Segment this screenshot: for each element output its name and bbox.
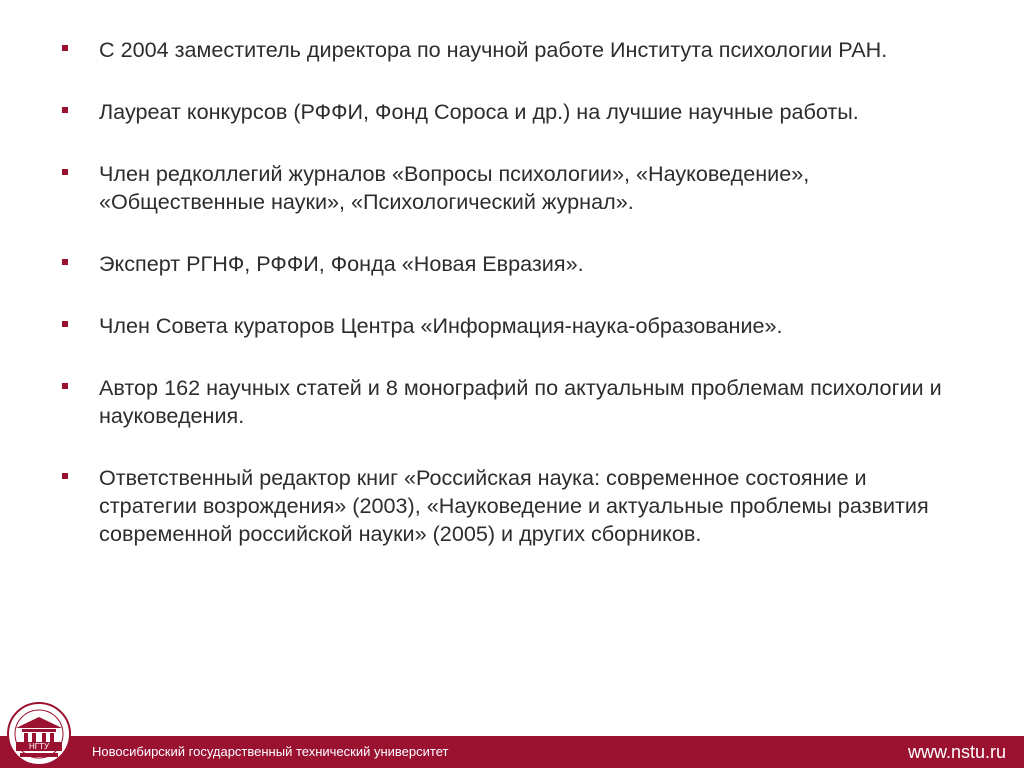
bullet-item <box>60 98 960 126</box>
bullet-text: Член редколлегий журналов «Вопросы психологии», «Науковедение», «Общественные науки», «Психологический журнал». <box>99 161 810 214</box>
bullet-item <box>60 250 960 278</box>
footer-bar <box>0 736 1024 768</box>
bullet-item <box>60 374 960 430</box>
bullet-item <box>60 464 960 548</box>
bullet-text: С 2004 заместитель директора по научной работе Института психологии РАН. <box>99 37 888 62</box>
footer-website-link[interactable]: www.nstu.ru <box>907 742 1006 762</box>
logo-text: НГТУ <box>28 742 50 751</box>
bullet-text: Член Совета кураторов Центра «Информация-наука-образование». <box>99 313 783 338</box>
bullet-marker-icon <box>62 45 68 51</box>
bullet-marker-icon <box>62 169 68 175</box>
bullet-text: Ответственный редактор книг «Российская наука: современное состояние и стратегии возрождения» (2003), «Науковедение и актуальные проблемы развития современной российской науки» (2005) и других сборников. <box>99 465 929 546</box>
footer-university-name: Новосибирский государственный технический университет <box>92 744 449 759</box>
bullet-text: Автор 162 научных статей и 8 монографий по актуальным проблемам психологии и науковедения. <box>99 375 942 428</box>
bullet-text: Лауреат конкурсов (РФФИ, Фонд Сороса и др.) на лучшие научные работы. <box>99 99 859 124</box>
bullet-item <box>60 312 960 340</box>
bullet-marker-icon <box>62 383 68 389</box>
bullet-text: Эксперт РГНФ, РФФИ, Фонда «Новая Евразия». <box>99 251 584 276</box>
university-seal-icon <box>2 700 76 768</box>
bullet-marker-icon <box>62 259 68 265</box>
bullet-list <box>60 36 960 582</box>
bullet-item <box>60 36 960 64</box>
bullet-marker-icon <box>62 473 68 479</box>
bullet-marker-icon <box>62 107 68 113</box>
bullet-item <box>60 160 960 216</box>
bullet-marker-icon <box>62 321 68 327</box>
